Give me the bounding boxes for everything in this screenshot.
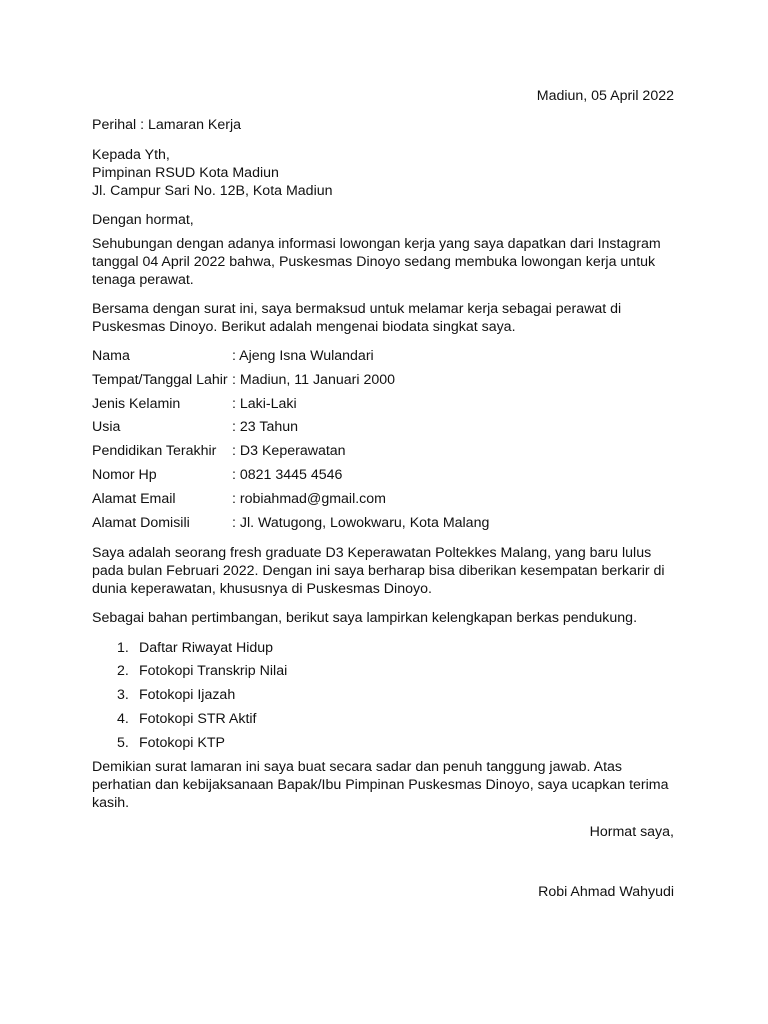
paragraph-intro [92, 235, 674, 289]
paragraph-closing [92, 758, 674, 812]
signer-name: Robi Ahmad Wahyudi [538, 884, 674, 900]
biodata-row [92, 514, 489, 532]
biodata-row [92, 466, 342, 484]
date-line: Madiun, 05 April 2022 [536, 88, 674, 104]
attachment-number: 3. [117, 687, 129, 703]
biodata-value: : 0821 3445 4546 [232, 467, 343, 483]
attachment-item [117, 734, 225, 752]
biodata-row [92, 490, 386, 508]
attachment-text: Daftar Riwayat Hidup [139, 640, 274, 656]
greeting: Dengan hormat, [92, 212, 194, 228]
biodata-value: : Madiun, 11 Januari 2000 [232, 372, 396, 388]
biodata-value: : Laki-Laki [232, 396, 297, 412]
biodata-row [92, 347, 374, 365]
biodata-row [92, 442, 346, 460]
attachment-text: Fotokopi Transkrip Nilai [139, 663, 288, 679]
biodata-value: : robiahmad@gmail.com [232, 491, 386, 507]
attachment-number: 1. [117, 640, 129, 656]
paragraph-line: Sehubungan dengan adanya informasi lowongan kerja yang saya dapatkan dari Instagram [92, 236, 661, 252]
paragraph-line: tenaga perawat. [92, 272, 194, 288]
biodata-value: : 23 Tahun [232, 419, 299, 435]
paragraph-attachments-intro: Sebagai bahan pertimbangan, berikut saya lampirkan kelengkapan berkas pendukung. [92, 610, 638, 626]
biodata-row [92, 395, 297, 413]
paragraph-background [92, 544, 674, 598]
biodata-value: : D3 Keperawatan [232, 443, 346, 459]
biodata-row [92, 371, 395, 389]
biodata-label: Alamat Domisili [92, 515, 190, 531]
recipient-line: Pimpinan RSUD Kota Madiun [92, 165, 279, 181]
paragraph-line: Demikian surat lamaran ini saya buat secara sadar dan penuh tanggung jawab. Atas [92, 759, 622, 775]
recipient-line: Jl. Campur Sari No. 12B, Kota Madiun [92, 183, 333, 199]
biodata-value: : Ajeng Isna Wulandari [232, 348, 374, 364]
attachment-text: Fotokopi Ijazah [139, 687, 236, 703]
attachment-item [117, 686, 235, 704]
sign-off: Hormat saya, [589, 824, 674, 840]
biodata-label: Nama [92, 348, 130, 364]
attachment-text: Fotokopi STR Aktif [139, 711, 257, 727]
biodata-label: Jenis Kelamin [92, 396, 181, 412]
subject-line: Perihal : Lamaran Kerja [92, 117, 242, 133]
paragraph-line: kasih. [92, 795, 130, 811]
paragraph-line: pada bulan Februari 2022. Dengan ini saya berharap bisa diberikan kesempatan berkarir di [92, 563, 665, 579]
attachment-number: 2. [117, 663, 129, 679]
attachment-number: 4. [117, 711, 129, 727]
biodata-label: Nomor Hp [92, 467, 157, 483]
attachment-number: 5. [117, 735, 129, 751]
recipient-line: Kepada Yth, [92, 147, 170, 163]
paragraph-line: Bersama dengan surat ini, saya bermaksud untuk melamar kerja sebagai perawat di [92, 301, 622, 317]
attachment-item [117, 710, 256, 728]
paragraph-line: perhatian dan kebijaksanaan Bapak/Ibu Pimpinan Puskesmas Dinoyo, saya ucapkan terima [92, 777, 669, 793]
biodata-label: Usia [92, 419, 121, 435]
biodata-label: Alamat Email [92, 491, 176, 507]
paragraph-line: tanggal 04 April 2022 bahwa, Puskesmas Dinoyo sedang membuka lowongan kerja untuk [92, 254, 656, 270]
attachment-item [117, 662, 287, 680]
paragraph-line: dunia keperawatan, khususnya di Puskesmas Dinoyo. [92, 581, 432, 597]
paragraph-line: Puskesmas Dinoyo. Berikut adalah mengenai biodata singkat saya. [92, 319, 516, 335]
biodata-value: : Jl. Watugong, Lowokwaru, Kota Malang [232, 515, 490, 531]
recipient-block [92, 146, 674, 200]
attachment-text: Fotokopi KTP [139, 735, 225, 751]
attachment-item [117, 639, 273, 657]
biodata-label: Pendidikan Terakhir [92, 443, 217, 459]
paragraph-line: Saya adalah seorang fresh graduate D3 Keperawatan Poltekkes Malang, yang baru lulus [92, 545, 652, 561]
paragraph-purpose [92, 300, 674, 336]
biodata-label: Tempat/Tanggal Lahir [92, 372, 228, 388]
biodata-row [92, 418, 298, 436]
letter-page [92, 0, 674, 1024]
